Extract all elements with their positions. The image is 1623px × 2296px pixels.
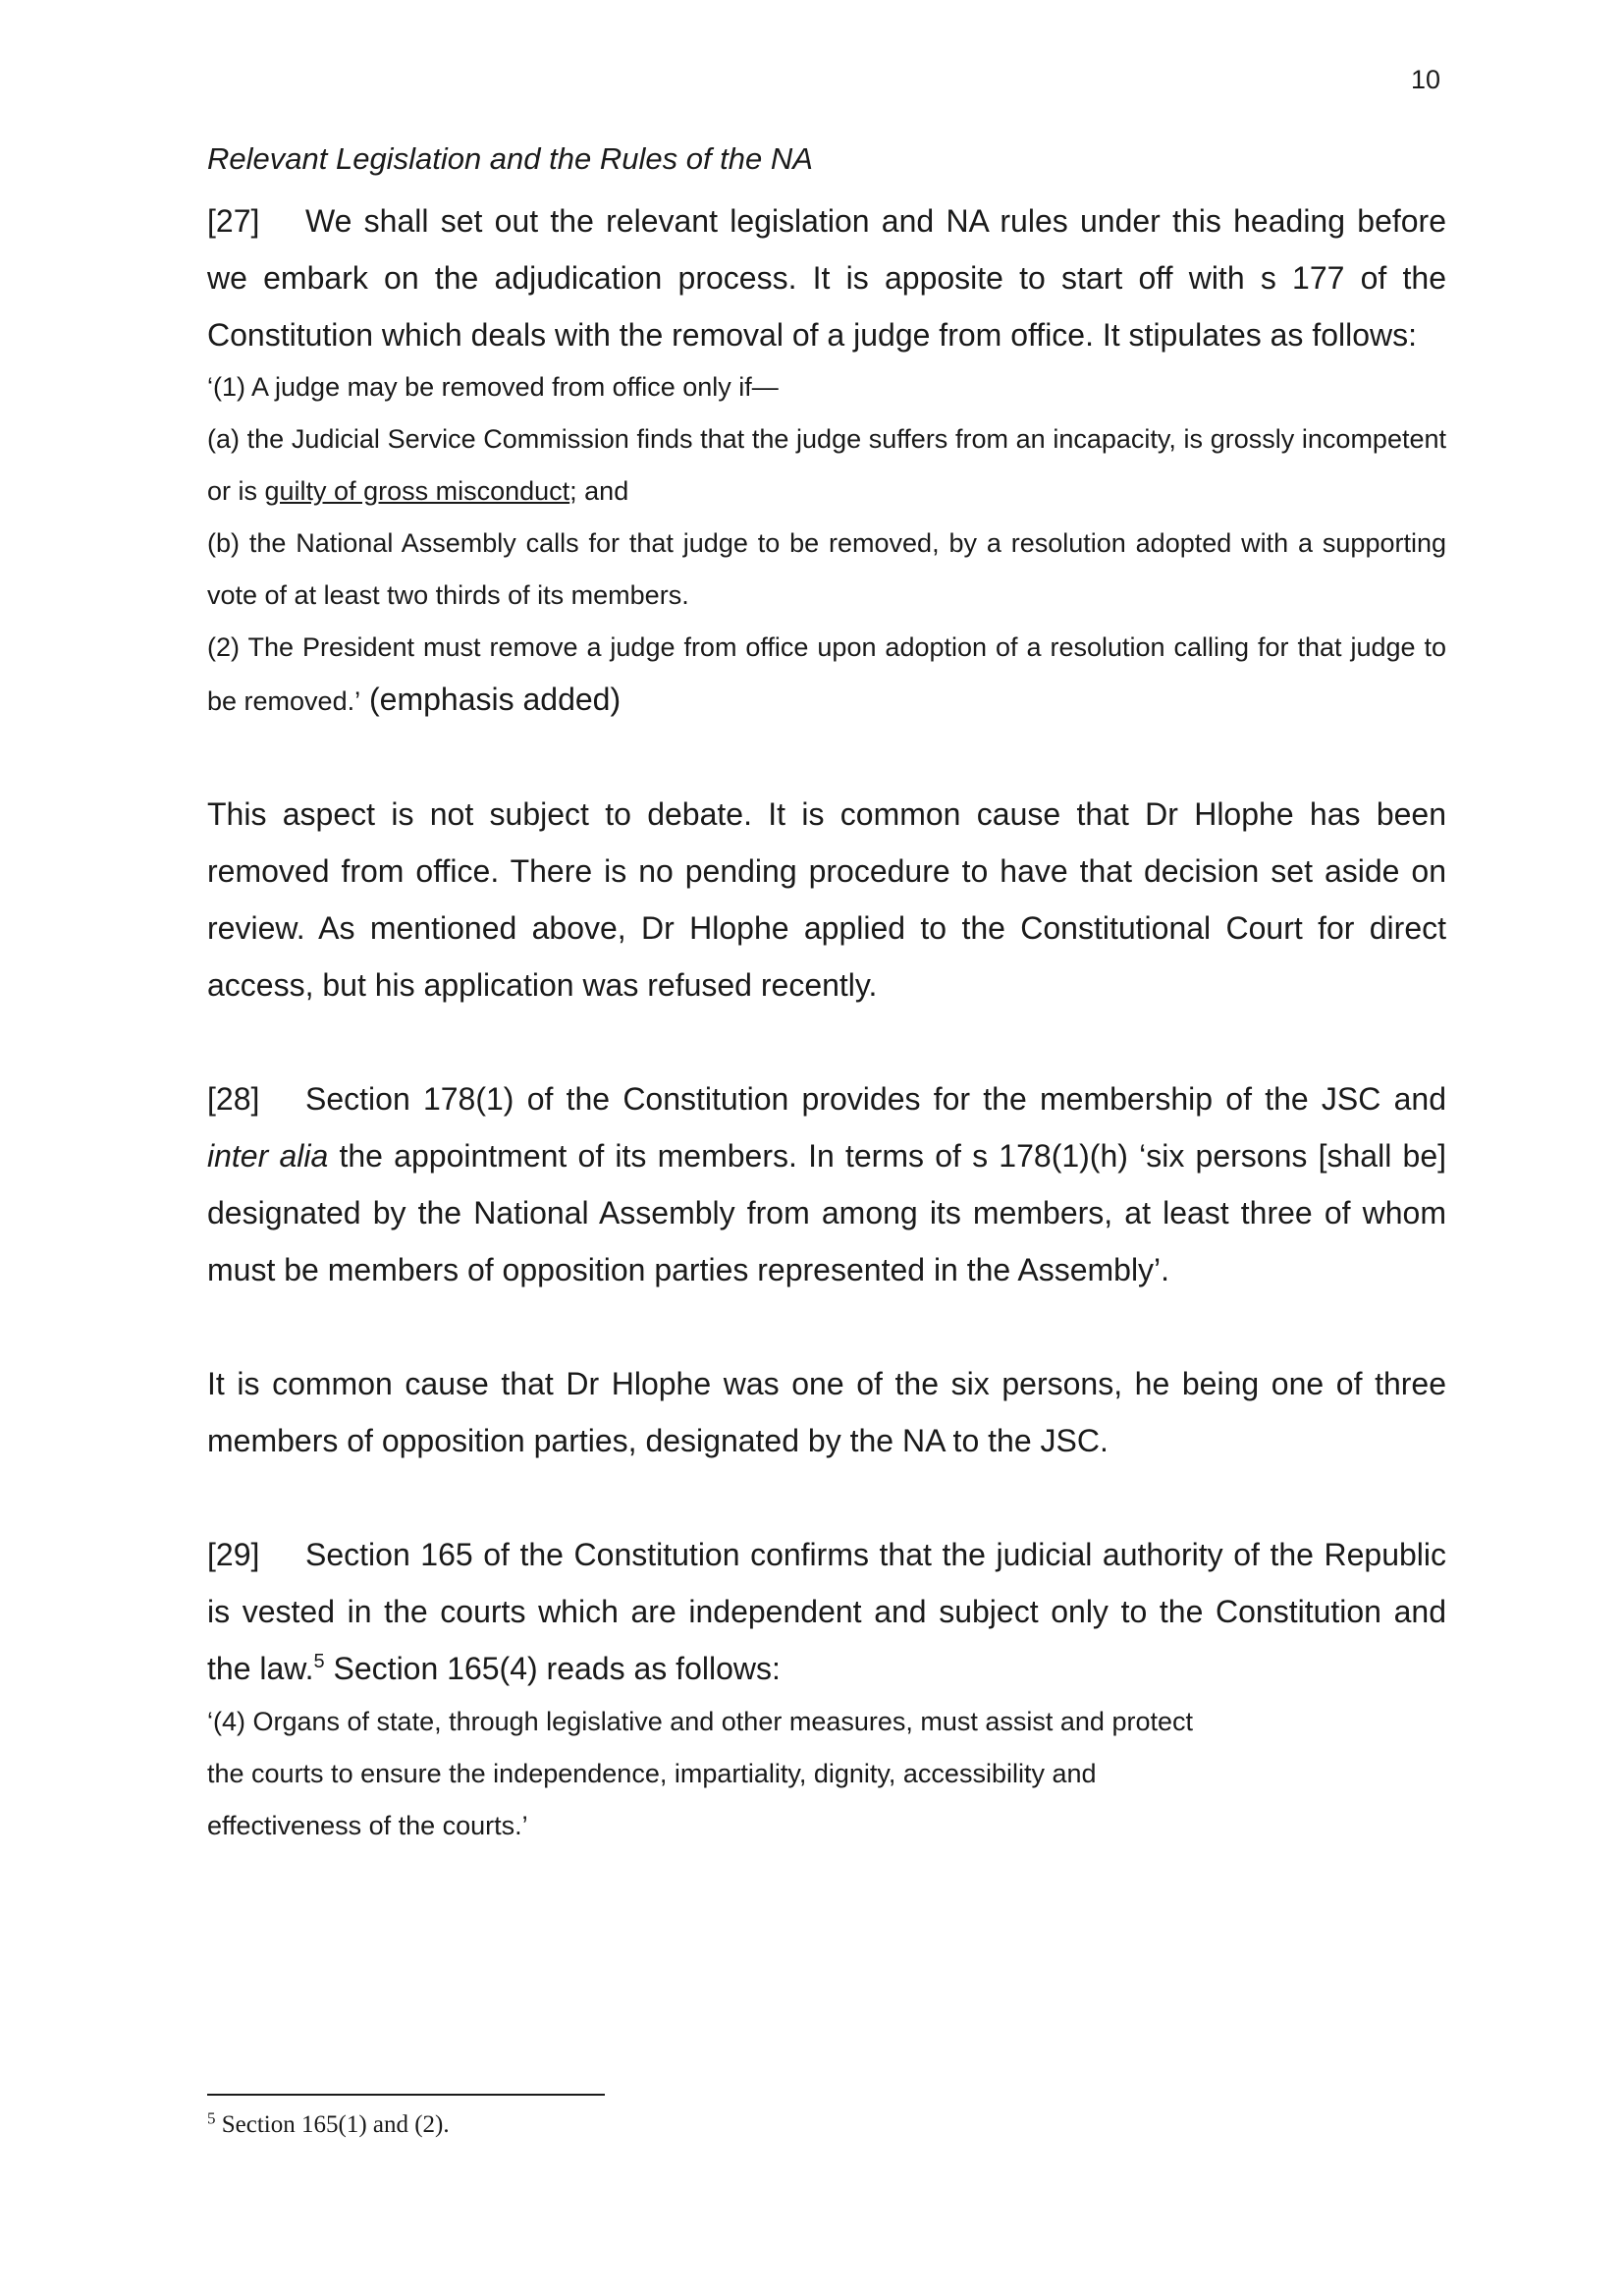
- footnote-text: Section 165(1) and (2).: [215, 2111, 450, 2138]
- quote-line: ‘(1) A judge may be removed from office only if—: [207, 372, 779, 402]
- paragraph-text: We shall set out the relevant legislation and NA rules under this heading before we embark on the adjudication process. It is apposite to start off with s 177 of the Constitution which deals with the removal of a judge from office. It stipulates as follows:: [207, 203, 1446, 353]
- paragraph-number: [29]: [207, 1537, 260, 1572]
- block-quote-s177: [207, 361, 1446, 728]
- paragraph-common-cause: It is common cause that Dr Hlophe was one of the six persons, he being one of three members of opposition parties, designated by the NA to the JSC.: [207, 1366, 1446, 1458]
- quote-line: the courts to ensure the independence, impartiality, dignity, accessibility and: [207, 1759, 1097, 1788]
- page-number: 10: [1411, 65, 1441, 94]
- quote-item-b: (b) the National Assembly calls for that judge to be removed, by a resolution adopted with a supporting vote of at least two thirds of its members.: [207, 528, 1446, 610]
- paragraph-28: [28] Section 178(1) of the Constitution provides for the membership of the JSC and inter alia the appointment of its members. In terms of s 178(1)(h) ‘six persons [shall be] designated by the National Assembly from among its members, at least three of whom must be members of opposition parties represented in the Assembly’.: [207, 1070, 1446, 1298]
- paragraph-number: [28]: [207, 1081, 260, 1117]
- paragraph-number: [27]: [207, 203, 260, 239]
- footnote-marker: 5: [207, 2108, 216, 2128]
- footnote-separator: [207, 2094, 605, 2096]
- quote-item-a: (a) the Judicial Service Commission finds that the judge suffers from an incapacity, is grossly incompetent or is guilty of gross misconduct; and: [207, 424, 1446, 506]
- paragraph-29: [29] Section 165 of the Constitution confirms that the judicial authority of the Republic is vested in the courts which are independent and subject only to the Constitution and the law.$^5$ Section 165(4) reads as follows:: [207, 1526, 1446, 1697]
- emphasis-note: (emphasis added): [360, 682, 622, 717]
- section-heading: Relevant Legislation and the Rules of the NA: [207, 141, 813, 176]
- footnote-reference[interactable]: 5: [313, 1651, 325, 1672]
- italic-phrase: inter alia: [207, 1138, 329, 1174]
- paragraph-27: [207, 192, 1446, 363]
- paragraph-debate: This aspect is not subject to debate. It is common cause that Dr Hlophe has been removed from office. There is no pending procedure to have that decision set aside on review. As mentioned above, Dr Hlophe applied to the Constitutional Court for direct access, but his application was refused recently.: [207, 796, 1446, 1003]
- quote-line: ‘(4) Organs of state, through legislative and other measures, must assist and protect: [207, 1707, 1193, 1736]
- quote-line: effectiveness of the courts.’: [207, 1811, 528, 1840]
- quote-item-2: (2) The President must remove a judge from office upon adoption of a resolution calling for that judge to be removed.’ (emphasis added): [207, 632, 1446, 717]
- footnote: [207, 2108, 450, 2139]
- block-quote-s165: [207, 1696, 1446, 1852]
- underlined-phrase: guilty of gross misconduct: [264, 476, 570, 506]
